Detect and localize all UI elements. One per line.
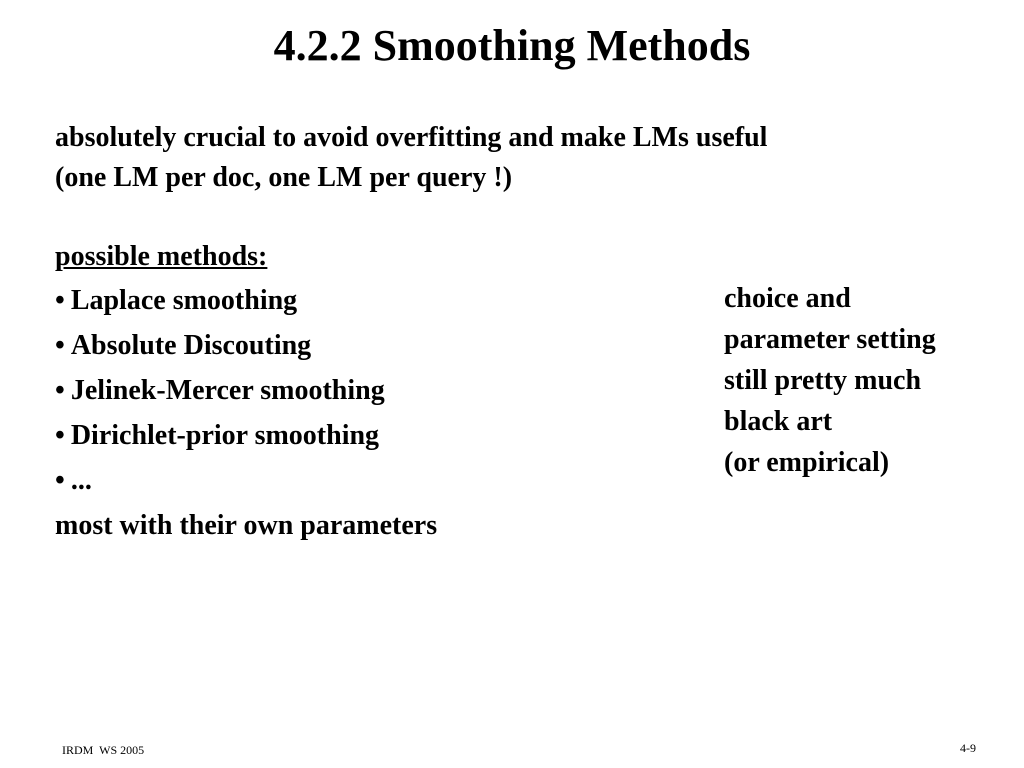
method-label: Absolute Discouting [70,330,312,361]
list-item [55,413,675,458]
list-item [55,458,675,503]
bullet-icon: • [55,375,65,406]
method-label: ... [70,465,92,496]
method-label: Dirichlet-prior smoothing [70,420,380,451]
methods-heading: possible methods: [55,241,268,272]
list-item [55,368,675,413]
side-note-line: still pretty much [724,365,922,396]
list-item [55,323,675,368]
list-item [55,278,675,323]
footer-course-label: IRDM WS 2005 [62,743,145,757]
intro-line: (one LM per doc, one LM per query !) [55,162,513,193]
bullet-icon: • [55,330,65,361]
method-label: Laplace smoothing [70,285,298,316]
bullet-icon: • [55,285,65,316]
intro-line: absolutely crucial to avoid overfitting and make LMs useful [55,122,768,153]
bullet-icon: • [55,420,65,451]
methods-section [55,236,675,548]
method-label: Jelinek-Mercer smoothing [70,375,385,406]
intro-text [55,118,955,198]
side-note-line: (or empirical) [724,447,890,478]
bullet-icon: • [55,465,65,496]
slide-title: 4.2.2 Smoothing Methods [273,21,751,70]
side-note-line: choice and [724,283,851,314]
side-note-line: parameter setting [724,324,936,355]
side-note [724,278,1014,483]
methods-summary: most with their own parameters [55,510,438,541]
side-note-line: black art [724,406,833,437]
footer-page-number: 4-9 [960,741,976,755]
